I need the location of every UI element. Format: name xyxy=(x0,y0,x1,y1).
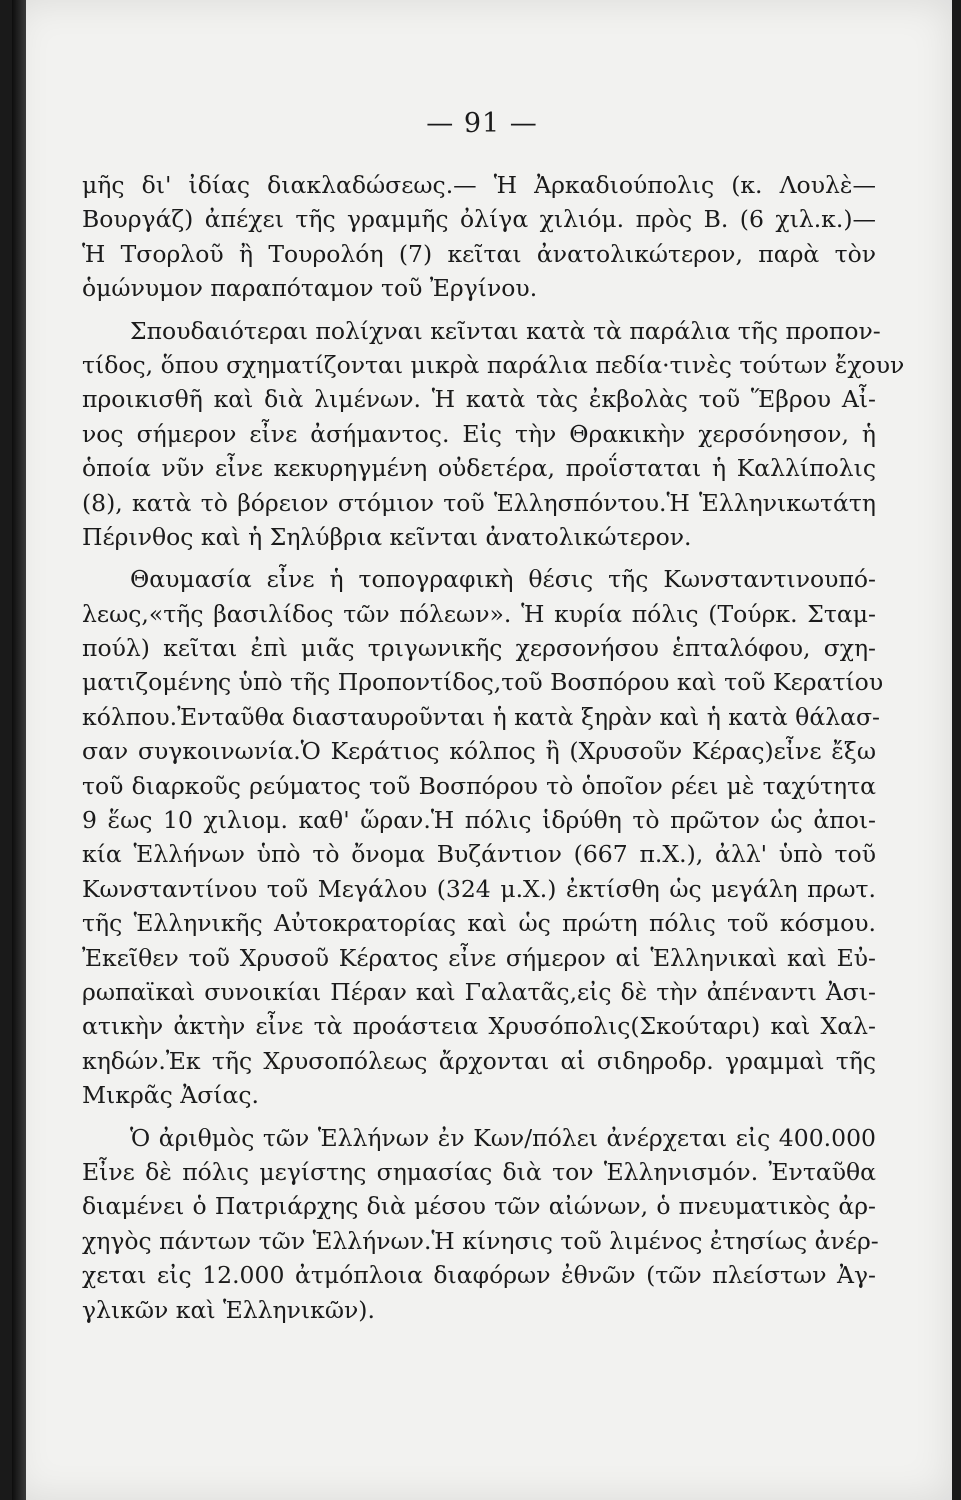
text-line: διαμένει ὁ Πατριάρχης διὰ μέσου τῶν αἰώνων, ὁ πνευματικὸς ἀρ- xyxy=(82,1192,876,1221)
text-line: τοῦ διαρκοῦς ρεύματος τοῦ Βοσπόρου τὸ ὁποῖον ρέει μὲ ταχύτητα xyxy=(82,771,876,800)
text-line: νος σήμερον εἶνε ἀσήμαντος. Εἰς τὴν Θρακικὴν χερσόνησον, ἡ xyxy=(82,419,876,448)
text-line: γλικῶν καὶ Ἑλληνικῶν). xyxy=(82,1295,375,1324)
text-line: ὁποία νῦν εἶνε κεκυρηγμένη οὐδετέρα, προΐσταται ἡ Καλλίπολις xyxy=(82,454,876,483)
text-line: χηγὸς πάντων τῶν Ἑλλήνων.Ἡ κίνησις τοῦ λιμένος ἐτησίως ἀνέρ- xyxy=(82,1226,879,1255)
text-line: Πέρινθος καὶ ἡ Σηλύβρια κεῖνται ἀνατολικώτερον. xyxy=(82,522,692,551)
text-line: κόλπου.Ἐνταῦθα διασταυροῦνται ἡ κατὰ ξηρὰν καὶ ἡ κατὰ θάλασ- xyxy=(82,702,880,731)
text-line: Ἡ Τσορλοῦ ἢ Τουρολόη (7) κεῖται ἀνατολικώτερον, παρὰ τὸν xyxy=(82,239,876,268)
text-line: Θαυμασία εἶνε ἡ τοπογραφικὴ θέσις τῆς Κωνσταντινουπό- xyxy=(130,565,876,594)
paragraph-2 xyxy=(82,314,905,555)
text-line: μῆς δι' ἰδίας διακλαδώσεως.— Ἡ Ἀρκαδιούπολις (κ. Λουλὲ— xyxy=(82,171,876,199)
text-line: Κωνσταντίνου τοῦ Μεγάλου (324 μ.Χ.) ἐκτίσθη ὡς μεγάλη πρωτ. xyxy=(82,874,876,903)
text-line: τίδος, ὅπου σχηματίζονται μικρὰ παράλια πεδία·τινὲς τούτων ἔχουν xyxy=(82,350,905,379)
page-number: — 91 — xyxy=(426,108,538,139)
text-line: σαν συγκοινωνία.Ὁ Κεράτιος κόλπος ἢ (Χρυσοῦν Κέρας)εἶνε ἔξω xyxy=(82,737,876,766)
page-binding-edge xyxy=(12,0,26,1500)
text-line: κηδών.Ἐκ τῆς Χρυσοπόλεως ἄρχονται αἱ σιδηροδρ. γραμμαὶ τῆς xyxy=(82,1046,876,1075)
text-line: Ὁ ἀριθμὸς τῶν Ἑλλήνων ἐν Κων/πόλει ἀνέρχεται εἰς 400.000 xyxy=(130,1123,876,1152)
text-line: κία Ἑλλήνων ὑπὸ τὸ ὄνομα Βυζάντιον (667 π.Χ.), ἀλλ' ὑπὸ τοῦ xyxy=(82,840,876,869)
text-line: 9 ἕως 10 χιλιομ. καθ' ὥραν.Ἡ πόλις ἱδρύθη τὸ πρῶτον ὡς ἀποι- xyxy=(82,806,876,835)
text-line: χεται εἰς 12.000 ἀτμόπλοια διαφόρων ἐθνῶν (τῶν πλείστων Ἀγ- xyxy=(82,1261,876,1290)
text-line: (8), κατὰ τὸ βόρειον στόμιον τοῦ Ἑλλησπόντου.Ἡ Ἑλληνικωτάτη xyxy=(82,488,876,517)
text-line: ὁμώνυμον παραπόταμον τοῦ Ἐργίνου. xyxy=(82,274,538,303)
text-line: Βουργάζ) ἀπέχει τῆς γραμμῆς ὀλίγα χιλιόμ. πρὸς Β. (6 χιλ.κ.)— xyxy=(82,205,876,234)
text-line: ατικὴν ἀκτὴν εἶνε τὰ προάστεια Χρυσόπολις(Σκούταρι) καὶ Χαλ- xyxy=(82,1012,876,1041)
text-line: προικισθῆ καὶ διὰ λιμένων. Ἡ κατὰ τὰς ἐκβολὰς τοῦ Ἕβρου Αἶ- xyxy=(82,385,876,414)
text-line: τῆς Ἑλληνικῆς Αὐτοκρατορίας καὶ ὡς πρώτη πόλις τοῦ κόσμου. xyxy=(82,909,876,938)
text-line: ρωπαϊκαὶ συνοικίαι Πέραν καὶ Γαλατᾶς,εἰς δὲ τὴν ἀπέναντι Ἀσι- xyxy=(82,977,876,1006)
text-line: Εἶνε δὲ πόλις μεγίστης σημασίας διὰ τον Ἑλληνισμόν. Ἐνταῦθα xyxy=(82,1157,876,1186)
paragraph-1 xyxy=(82,168,876,306)
text-line: Μικρᾶς Ἀσίας. xyxy=(82,1081,260,1110)
body-text xyxy=(82,168,905,1327)
text-line: Ἐκεῖθεν τοῦ Χρυσοῦ Κέρατος εἶνε σήμερον αἱ Ἑλληνικαὶ καὶ Εὐ- xyxy=(82,943,876,972)
paragraph-3 xyxy=(82,562,884,1112)
book-page xyxy=(12,0,952,1500)
text-line: ματιζομένης ὑπὸ τῆς Προποντίδος,τοῦ Βοσπόρου καὶ τοῦ Κερατίου xyxy=(82,668,884,697)
paragraph-4 xyxy=(82,1121,879,1327)
text-line: λεως,«τῆς βασιλίδος τῶν πόλεων». Ἡ κυρία πόλις (Τούρκ. Σταμ- xyxy=(82,599,876,628)
text-line: Σπουδαιότεραι πολίχναι κεῖνται κατὰ τὰ παράλια τῆς προπον- xyxy=(130,316,881,345)
text-line: πούλ) κεῖται ἐπὶ μιᾶς τριγωνικῆς χερσονήσου ἑπταλόφου, σχη- xyxy=(82,634,876,663)
